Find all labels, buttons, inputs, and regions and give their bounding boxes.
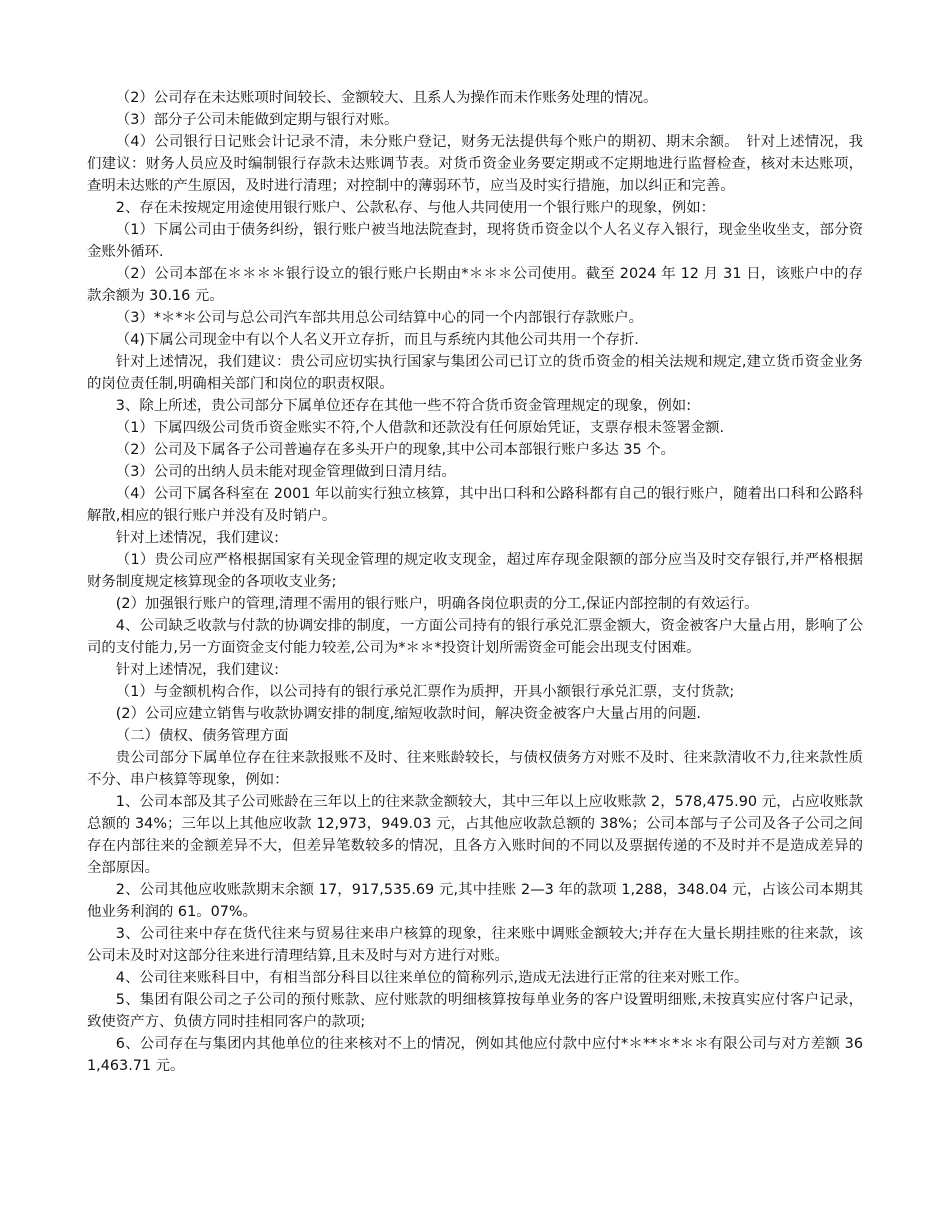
paragraph-item: （3）部分子公司未能做到定期与银行对账。 bbox=[115, 112, 399, 128]
paragraph-item: (2）加强银行账户的管理,清理不需用的银行账户，明确各岗位职责的分工,保证内部控制的有效运行。 bbox=[115, 596, 759, 612]
document-body bbox=[87, 87, 863, 1077]
paragraph-item: （2）公司存在未达账项时间较长、金额较大、且系人为操作而未作账务处理的情况。 bbox=[115, 90, 658, 106]
paragraph-item: （3）*＊*＊公司与总公司汽车部共用总公司结算中心的同一个内部银行存款账户。 bbox=[115, 310, 644, 326]
paragraph-item: （4)下属公司现金中有以个人名义开立存折，而且与系统内其他公司共用一个存折. bbox=[115, 332, 639, 348]
paragraph-item: 贵公司部分下属单位存在往来款报账不及时、往来账龄较长，与债权债务方对账不及时、往来款清收不力,往来款性质不分、串户核算等现象，例如： bbox=[87, 750, 863, 788]
paragraph-item: （2）公司本部在＊＊＊＊银行设立的银行账户长期由*＊＊＊公司使用。截至 2024 年 12 月 31 日，该账户中的存款余额为 30.16 元。 bbox=[87, 266, 863, 304]
paragraph-item: （1）贵公司应严格根据国家有关现金管理的规定收支现金，超过库存现金限额的部分应当及时交存银行,并严格根据财务制度规定核算现金的各项收支业务; bbox=[87, 552, 863, 590]
paragraph-item: （2）公司及下属各子公司普遍存在多头开户的现象,其中公司本部银行账户多达 35 个。 bbox=[115, 442, 676, 458]
paragraph-item: （1）下属四级公司货币资金账实不符,个人借款和还款没有任何原始凭证，支票存根未签署金额. bbox=[115, 420, 725, 436]
paragraph-item: (2）公司应建立销售与收款协调安排的制度,缩短收款时间，解决资金被客户大量占用的问题. bbox=[115, 706, 701, 722]
paragraph-item: （4）公司下属各科室在 2001 年以前实行独立核算，其中出口科和公路科都有自己的银行账户，随着出口科和公路科解散,相应的银行账户并没有及时销户。 bbox=[87, 486, 863, 524]
paragraph-item: 6、公司存在与集团内其他单位的往来核对不上的情况，例如其他应付款中应付*＊**＊*＊＊有限公司与对方差额 361,463.71 元。 bbox=[87, 1036, 863, 1074]
paragraph-item: 3、除上所述，贵公司部分下属单位还存在其他一些不符合货币资金管理规定的现象，例如: bbox=[115, 398, 692, 414]
section-heading: （二）债权、债务管理方面 bbox=[115, 728, 289, 744]
paragraph-item: （1）下属公司由于债务纠纷，银行账户被当地法院查封，现将货币资金以个人名义存入银行，现金坐收坐支，部分资金账外循环. bbox=[87, 222, 863, 260]
paragraph-item: 针对上述情况，我们建议: bbox=[115, 530, 279, 546]
paragraph-item: 3、公司往来中存在货代往来与贸易往来串户核算的现象，往来账中调账金额较大;并存在大量长期挂账的往来款，该公司未及时对这部分往来进行清理结算,且未及时与对方进行对账。 bbox=[87, 926, 863, 964]
paragraph-item: （4）公司银行日记账会计记录不清，未分账户登记，财务无法提供每个账户的期初、期末余额。 针对上述情况，我们建议：财务人员应及时编制银行存款未达账调节表。对货币资金业务要定期或不定期地进行监督检查，核对未达账项，查明未达账的产生原因，及时进行清理；对控制中的薄弱环节，应当及时实行措施，加以纠正和完善。 bbox=[87, 134, 863, 194]
paragraph-item: 4、公司往来账科目中，有相当部分科目以往来单位的简称列示,造成无法进行正常的往来对账工作。 bbox=[115, 970, 749, 986]
paragraph-item: 1、公司本部及其子公司账龄在三年以上的往来款金额较大，其中三年以上应收账款 2，578,475.90 元，占应收账款总额的 34%；三年以上其他应收款 12,973，949.03 元，占其他应收款总额的 38%；公司本部与子公司及各子公司之间存在内部往来的金额差异不大，但差异笔数较多的情况，且各方入账时间的不同以及票据传递的不及时并不是造成差异的全部原因。 bbox=[87, 794, 863, 876]
paragraph-item: 2、存在未按规定用途使用银行账户、公款私存、与他人共同使用一个银行账户的现象，例如： bbox=[115, 200, 715, 216]
paragraph-item: （3）公司的出纳人员未能对现金管理做到日清月结。 bbox=[115, 464, 456, 480]
paragraph-item: （1）与金额机构合作，以公司持有的银行承兑汇票作为质押，开具小额银行承兑汇票，支付货款; bbox=[115, 684, 735, 700]
paragraph-item: 2、公司其他应收账款期末余额 17，917,535.69 元,其中挂账 2—3 年的款项 1,288，348.04 元，占该公司本期其他业务利润的 61。07%。 bbox=[87, 882, 863, 920]
paragraph-item: 针对上述情况，我们建议: bbox=[115, 662, 279, 678]
paragraph-item: 5、集团有限公司之子公司的预付账款、应付账款的明细核算按每单业务的客户设置明细账,未按真实应付客户记录，致使资产方、负债方同时挂相同客户的款项; bbox=[87, 992, 863, 1030]
paragraph-item: 4、公司缺乏收款与付款的协调安排的制度，一方面公司持有的银行承兑汇票金额大，资金被客户大量占用，影响了公司的支付能力,另一方面资金支付能力较差,公司为*＊＊*投资计划所需资金可能会出现支付困难。 bbox=[87, 618, 863, 656]
paragraph-item: 针对上述情况，我们建议：贵公司应切实执行国家与集团公司已订立的货币资金的相关法规和规定,建立货币资金业务的岗位责任制,明确相关部门和岗位的职责权限。 bbox=[87, 354, 863, 392]
